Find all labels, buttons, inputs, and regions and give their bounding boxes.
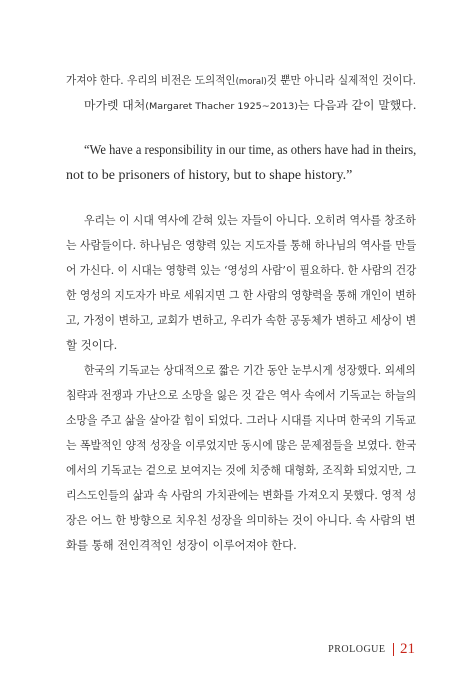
text-run: 것 뿐만 아니라 실제적인 것이다. (266, 73, 417, 87)
quote-line: “We have a responsibility in our time, as others have had in theirs, (84, 143, 417, 158)
paragraph-line: 리스도인들의 삶과 속 사람의 가치관에는 변화를 가져오지 못했다. 영적 성 (66, 488, 417, 502)
paragraph-line: 한 영성의 지도자가 바로 세워지면 그 한 사람의 영향력을 통해 개인이 변하 (66, 288, 416, 302)
text-run: (Margaret Thacher 1925~2013) (145, 101, 298, 112)
text-run: 가져야 한다. 우리의 비전은 도의적인 (66, 73, 236, 87)
paragraph-line: 한국의 기독교는 상대적으로 짧은 기간 동안 눈부시게 성장했다. 외세의 (84, 363, 416, 377)
paragraph-line: 는 사람들이다. 하나님은 영향력 있는 지도자를 통해 하나님의 역사를 만들 (66, 238, 417, 252)
page-number: 21 (400, 640, 415, 657)
paragraph-line: 장은 어느 한 방향으로 치우친 성장을 의미하는 것이 아니다. 속 사람의 변 (66, 513, 416, 527)
paragraph-line: 침략과 전쟁과 가난으로 소망을 잃은 것 같은 역사 속에서 기독교는 하늘의 (66, 388, 417, 402)
text-run: 는 다음과 같이 말했다. (297, 98, 417, 112)
paragraph-line: 는 폭발적인 양적 성장을 이루었지만 동시에 많은 문제점들을 보였다. 한국 (66, 438, 417, 452)
section-label: PROLOGUE (328, 643, 386, 655)
paragraph-line: 고, 가정이 변하고, 교회가 변하고, 우리가 속한 공동체가 변하고 세상이 변 (66, 313, 417, 327)
quote-line: not to be prisoners of history, but to shape history.” (66, 168, 353, 183)
paragraph-line: 에서의 기독교는 겉으로 보여지는 것에 치중해 대형화, 조직화 되었지만, 그 (66, 463, 416, 477)
footer-divider (393, 643, 395, 656)
text-run: (moral) (235, 76, 267, 87)
paragraph-line: 소망을 주고 삶을 살아갈 힘이 되었다. 그러나 시대를 지나며 한국의 기독교 (66, 413, 416, 427)
page-footer (328, 640, 415, 658)
paragraph-line: 화를 통해 전인격적인 성장이 이루어져야 한다. (66, 538, 297, 552)
paragraph-line: 할 것이다. (66, 338, 118, 352)
text-line (66, 72, 416, 90)
paragraph-line: 우리는 이 시대 역사에 갇혀 있는 자들이 아니다. 오히려 역사를 창조하 (84, 213, 416, 227)
text-run: 마가렛 대처 (84, 98, 146, 112)
text-line (84, 97, 416, 115)
paragraph-line: 어 가신다. 이 시대는 영향력 있는 ‘영성의 사람’이 필요하다. 한 사람의 건강 (66, 263, 417, 277)
